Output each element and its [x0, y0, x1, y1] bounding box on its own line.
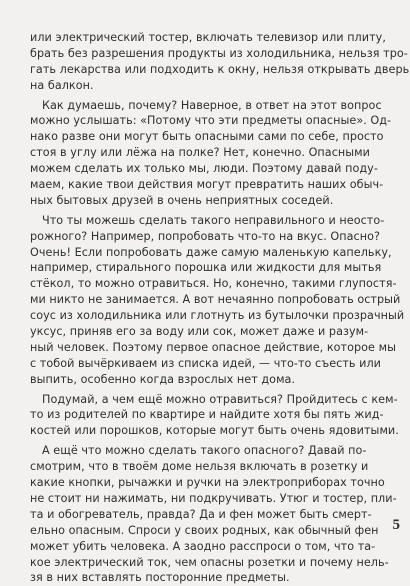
text-line: стоя в углу или лёжа на полке? Нет, конечно. Опасными — [30, 146, 370, 160]
text-line: рожного? Например, попробовать что-то на вкус. Опасно? — [30, 229, 380, 243]
text-line: брать без разрешения продукты из холодильника, нельзя тро- — [30, 46, 408, 60]
text-line: смотрим, что в твоём доме нельзя включать в розетку и — [30, 460, 369, 474]
text-line: может убить человека. А заодно расспроси о том, что та- — [30, 539, 376, 553]
text-line: с тобой вычёркиваем из списка идей, — что-то съесть или — [30, 356, 381, 370]
text-line: то из родителей по квартире и найдите хотя бы пять жид- — [30, 408, 384, 422]
text-line: уксус, приняв его за воду или сок, может даже и разум- — [30, 325, 369, 339]
text-line: не стоит ни нажимать, ни подкручивать. Утюг и тостер, пли- — [30, 491, 397, 505]
text-line: нако разве они могут быть опасными сами по себе, просто — [30, 130, 384, 144]
text-line: какие кнопки, рычажки и ручки на электроприборах точно — [30, 476, 385, 490]
text-line: А ещё что можно сделать такого опасного? Давай по- — [42, 444, 367, 458]
page-number: 5 — [392, 517, 400, 533]
text-line: соус из холодильника или глотнуть из бутылочки прозрачный — [30, 309, 405, 323]
text-line: та и обогреватель, правда? Да и фен может быть смерт- — [30, 507, 372, 521]
text-line: кое электрический ток, чем опасны розетки и почему нель- — [30, 555, 389, 569]
text-line: зя в них вставлять посторонние предметы. — [30, 571, 290, 585]
text-line: маем, какие твои действия могут превратить наших обыч- — [30, 178, 384, 192]
text-line: или электрический тостер, включать телевизор или плиту, — [30, 31, 386, 44]
document-body — [30, 30, 410, 586]
text-line: Очень! Если попробовать даже самую маленькую капельку, — [30, 245, 392, 259]
text-line: можем сделать их только мы, люди. Поэтому давай поду- — [30, 162, 378, 176]
text-line: ми никто не занимается. А вот нечаянно попробовать острый — [30, 293, 401, 307]
text-line: ельно опасным. Спроси у своих родных, как обычный фен — [30, 523, 379, 537]
text-line: например, стирального порошка или жидкости для мытья — [30, 261, 382, 275]
text-line: Подумай, а чем ещё можно отравиться? Пройдитесь с кем- — [42, 392, 398, 406]
text-line: гать лекарства или подходить к окну, нельзя открывать дверь — [30, 62, 410, 76]
text-line: выпить, особенно когда взрослых нет дома. — [30, 372, 296, 386]
text-line: Что ты можешь сделать такого неправильного и неосто- — [42, 213, 385, 227]
paragraph-5 — [30, 443, 397, 586]
paragraph-2 — [30, 98, 392, 209]
text-line: можно услышать: «Потому что эти предметы опасные». Од- — [30, 114, 392, 128]
text-line: ных бытовых друзей в очень неприятных соседей. — [30, 193, 334, 207]
text-line: на балкон. — [30, 78, 94, 92]
paragraph-1 — [30, 30, 410, 94]
text-line: стёкол, то можно отравиться. Но, конечно, такими глупостя- — [30, 277, 397, 291]
text-line: ный человек. Поэтому первое опасное действие, которое мы — [30, 340, 396, 354]
paragraph-4 — [30, 392, 399, 440]
text-line: Как думаешь, почему? Наверное, в ответ на этот вопрос — [42, 98, 382, 112]
text-line: костей или порошков, которые могут быть очень ядовитыми. — [30, 424, 399, 438]
paragraph-3 — [30, 213, 405, 388]
